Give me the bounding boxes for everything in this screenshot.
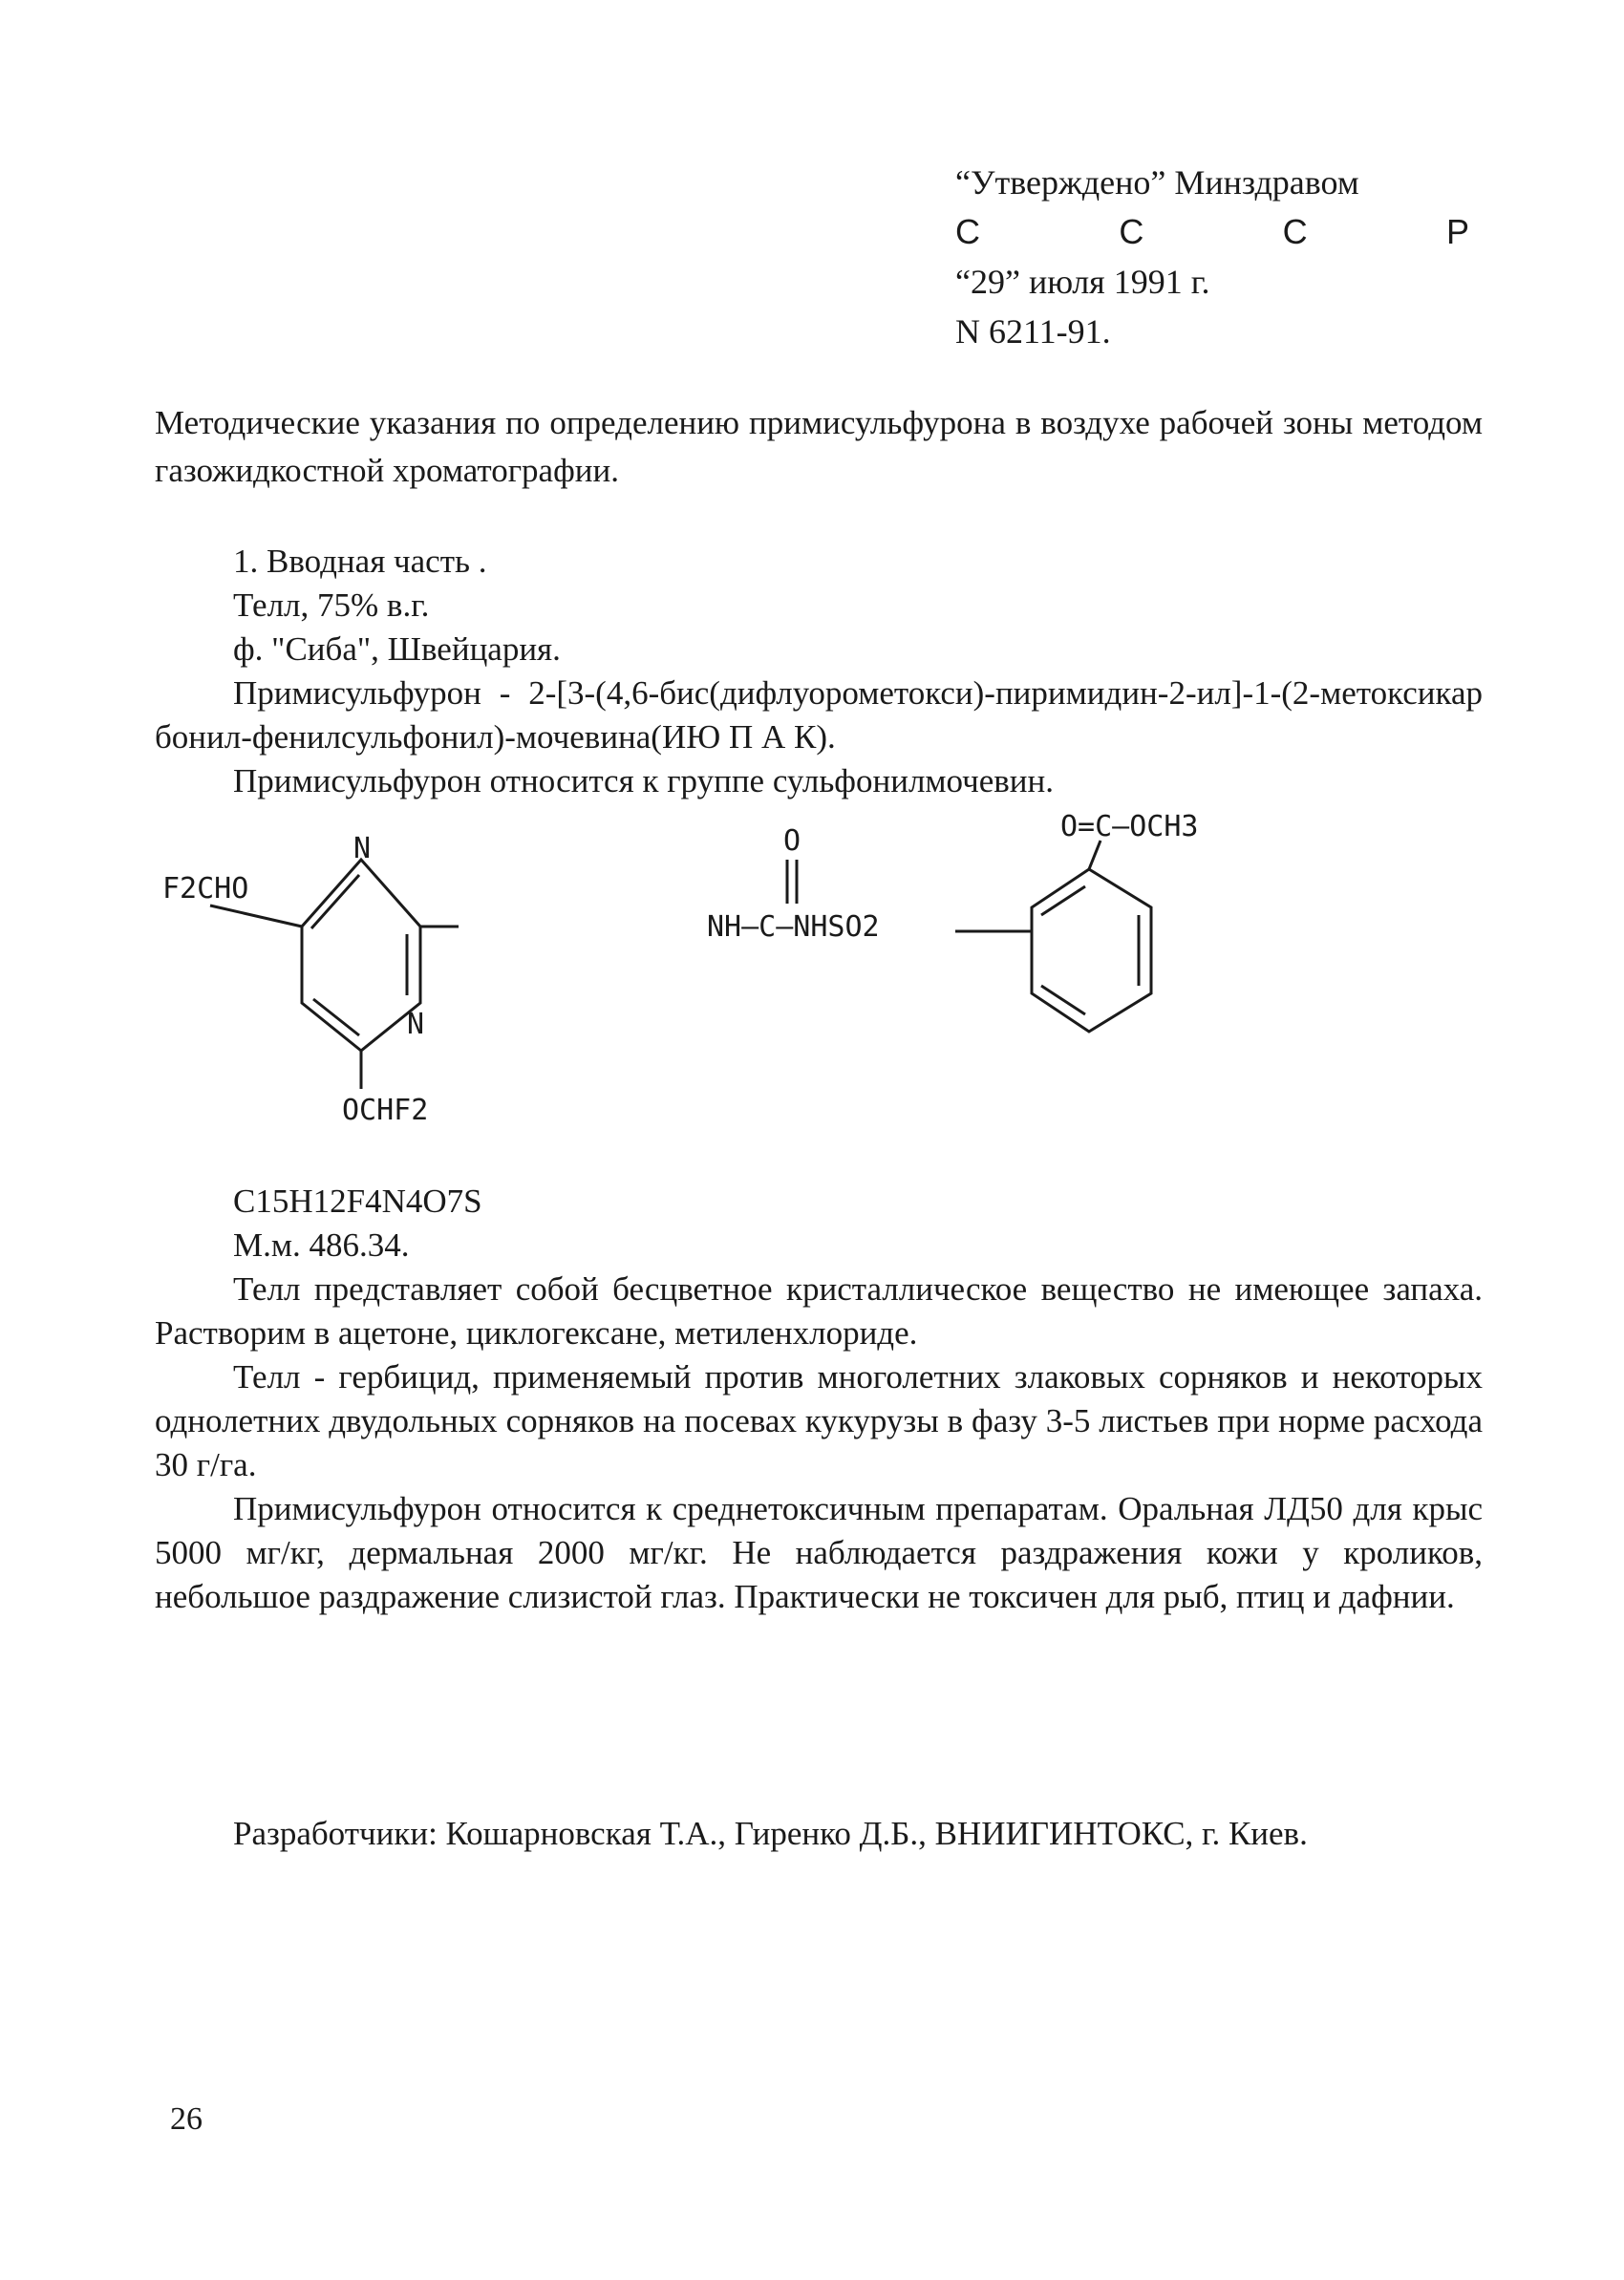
ussr-letter: С xyxy=(1282,212,1310,251)
approval-date: “29” июля 1991 г. xyxy=(955,263,1210,301)
carbonyl-bond xyxy=(787,860,797,904)
document-title: Методические указания по определению примисульфурона в воздухе рабочей зоны методом газожидкостной хроматографии. xyxy=(155,404,1483,489)
approval-line: “Утверждено” Минздравом xyxy=(955,163,1359,202)
firm: ф. "Сиба", Швейцария. xyxy=(233,630,561,668)
properties-section xyxy=(155,1180,1483,1619)
trade-name: Телл, 75% в.г. xyxy=(233,586,430,624)
structural-formula xyxy=(162,810,1366,1165)
ester-group-label: O=C–OCH3 xyxy=(1060,810,1199,843)
toxicity-paragraph: Примисульфурон относится к среднетоксичным препаратам. Оральная ЛД50 для крыс 5000 мг/кг, дермальная 2000 мг/кг. Не наблюдается раздражения кожи у кроликов, небольшое раздражение слизистой глаз. Практически не токсичен для рыб, птиц и дафнии. xyxy=(155,1490,1483,1615)
urea-chain-label: NH–C–NHSO2 xyxy=(707,910,880,944)
chemical-group: Примисульфурон относится к группе сульфонилмочевин. xyxy=(233,762,1055,799)
molecular-mass: М.м. 486.34. xyxy=(233,1226,410,1264)
ochf2-label: OCHF2 xyxy=(342,1094,429,1127)
page-number: 26 xyxy=(170,2101,203,2137)
iupac-name: Примисульфурон - 2-[3-(4,6-бис(дифлуорометокси)-пиримидин-2-ил]-1-(2-метоксикар бонил-фенилсульфонил)-мочевина(ИЮ П А К). xyxy=(155,674,1483,756)
carbonyl-oxygen-label: O xyxy=(783,824,801,858)
ussr-letter: С xyxy=(955,212,982,251)
ussr-letter: Р xyxy=(1445,212,1471,251)
developers-paragraph xyxy=(155,1810,1483,1858)
ussr-letters xyxy=(955,207,1471,257)
f2cho-label: F2CHO xyxy=(162,872,249,906)
molecular-formula: C15H12F4N4O7S xyxy=(233,1183,482,1220)
description-paragraph: Телл представляет собой бесцветное кристаллическое вещество не имеющее запаха. Растворим в ацетоне, циклогексане, метиленхлориде. xyxy=(155,1270,1483,1352)
intro-section xyxy=(155,540,1483,803)
n-bottom-label: N xyxy=(407,1008,425,1041)
developers-text: Разработчики: Кошарновская Т.А., Гиренко Д.Б., ВНИИГИНТОКС, г. Киев. xyxy=(233,1815,1308,1852)
n-top-label: N xyxy=(353,832,372,865)
ussr-letter: С xyxy=(1119,212,1146,251)
benzene-ring xyxy=(1032,841,1151,1032)
usage-paragraph: Телл - гербицид, применяемый против многолетних злаковых сорняков и некоторых однолетних двудольных сорняков на посевах кукурузы в фазу 3-5 листьев при норме расхода 30 г/га. xyxy=(155,1358,1483,1483)
section-heading: 1. Вводная часть . xyxy=(233,543,487,580)
approval-number: N 6211-91. xyxy=(955,312,1111,351)
approval-stamp xyxy=(955,158,1490,356)
